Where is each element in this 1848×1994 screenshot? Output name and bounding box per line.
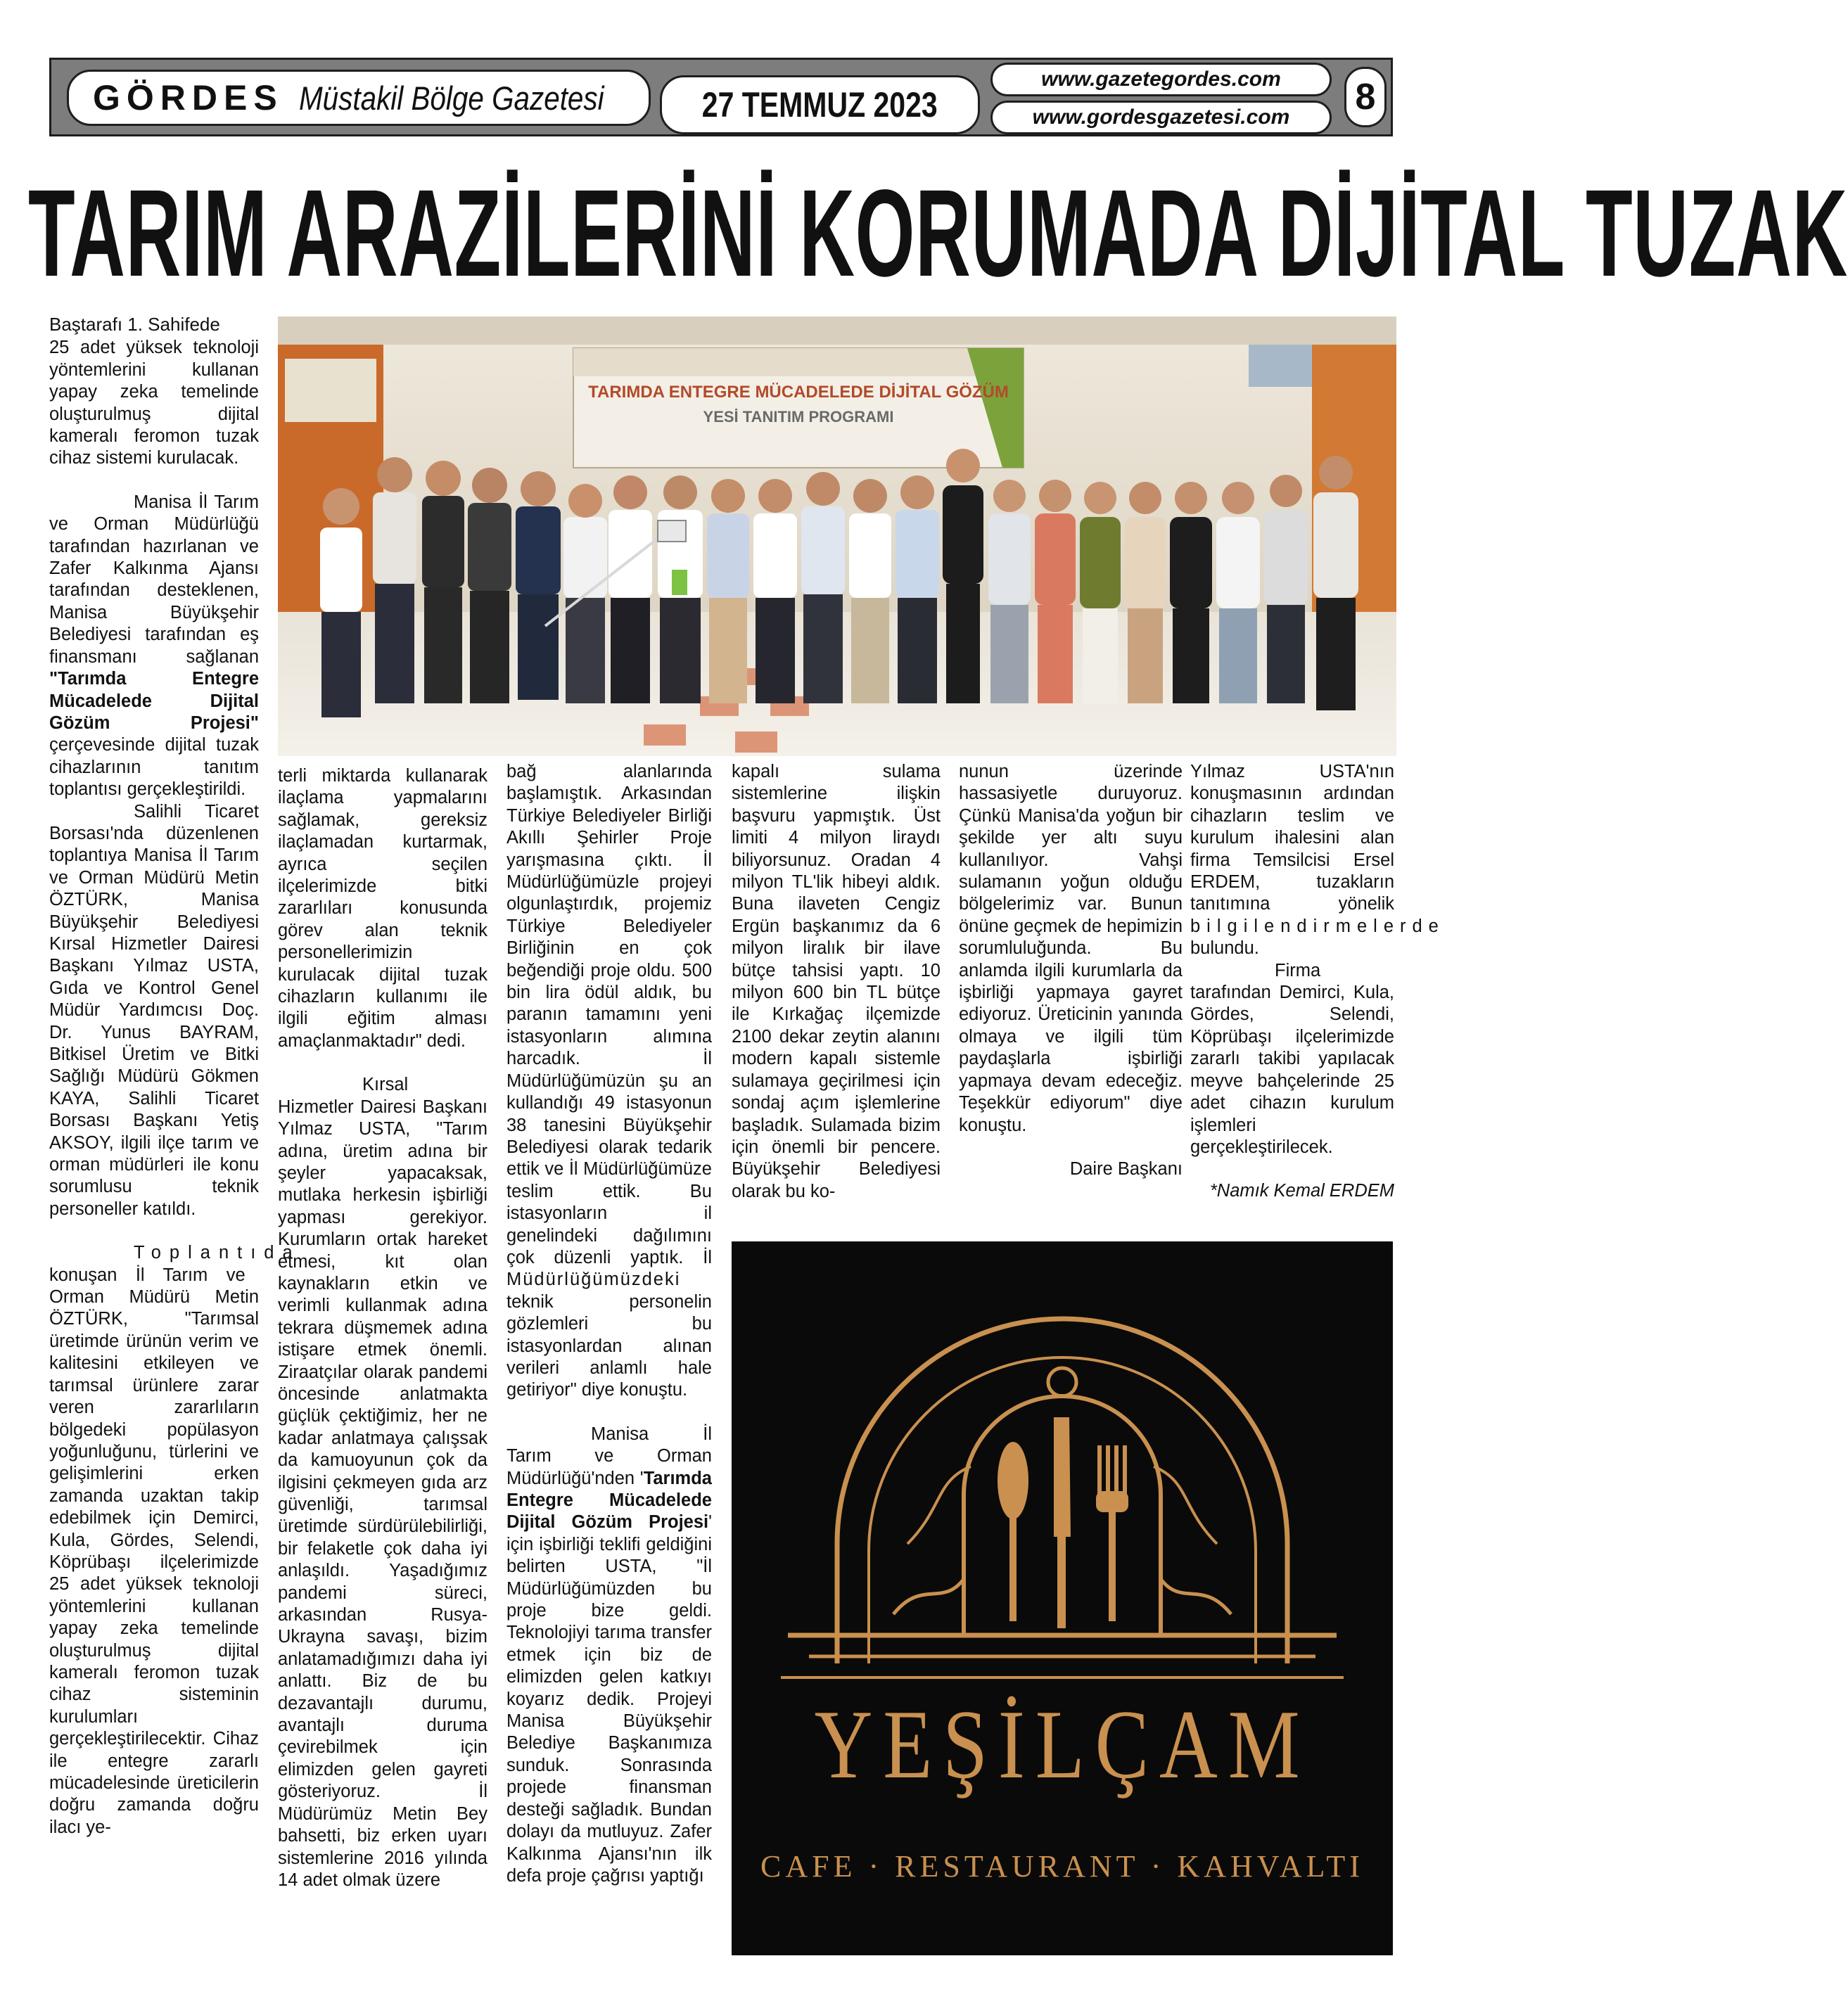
brand-pill <box>67 70 651 126</box>
knife-icon <box>1054 1417 1071 1628</box>
paragraph <box>506 761 712 1402</box>
newspaper-subtitle: Müstakil Bölge Gazetesi <box>298 79 604 117</box>
restaurant-name: YEŞİLÇAM <box>814 1690 1311 1799</box>
article-column-6 <box>1190 761 1445 1203</box>
issue-date: 27 TEMMUZ 2023 <box>702 85 938 124</box>
text-run: Manisa İl Tarım ve Orman Müdürlüğü'nden ' <box>506 1424 712 1488</box>
paragraph: Kırsal Hizmetler Dairesi Başkanı Yılmaz USTA, "Tarım adına, üretim adına bir şeyler yapacaksak, mutlaka herkesin işbirliği yapması gerekiyor. Kurumların ortak hareket etmesi, kıt olan kaynakların etkin ve verimli kullanmak adına tekrara düşmemek adına istişare etmek önemli. Ziraatçılar olarak pandemi öncesinde anlatmakta güçlük çektiğimiz, her ne kadar anlatmaya çalışsak da kamuoyunun çok da ilgisini çekmeyen gıda arz güvenliği, tarımsal üretimde sürdürülebilirliği, bir felaketle çok daha iyi anlaşıldı. Yaşadığımız pandemi süreci, arkasından Rusya-Ukrayna savaşı, bizim anlatamadığımızı daha iyi anlattı. Biz de bu dezavantajlı durumu, avantajlı duruma çevirebilmek için elimizden gelen gayreti gösteriyoruz. İl Müdürümüz Metin Bey bahsetti, biz erken uyarı sistemlerine 2016 yılında 14 adet olmak üzere <box>278 1075 488 1890</box>
fork-icon <box>1096 1445 1128 1621</box>
website-pill-2[interactable] <box>990 101 1332 134</box>
group-photo-illustration <box>278 317 1396 756</box>
article-column-1 <box>49 314 301 1839</box>
restaurant-tagline: CAFE · RESTAURANT · KAHVALTI <box>760 1849 1364 1884</box>
paragraph: Salihli Ticaret Borsası'nda düzenlenen toplantıya Manisa İl Tarım ve Orman Müdürü Metin ÖZTÜRK, Manisa Büyükşehir Belediyesi Kırsal Hizmetler Dairesi Başkanı Yılmaz USTA, Gıda ve Kontrol Genel Müdür Yardımcısı Doç. Dr. Yunus BAYRAM, Bitkisel Üretim ve Bitki Sağlığı Müdürü Gökmen KAYA, Salihli Ticaret Borsası Başkanı Yetiş AKSOY, ilgili ilçe tarım ve orman müdürleri ile konu sorumlusu teknik personeller katıldı. <box>49 801 259 1219</box>
text-run: bilgilendirmelerde <box>1190 916 1445 936</box>
banner-line-2: YESİ TANITIM PROGRAMI <box>703 408 894 426</box>
text-run: ' için işbirliği teklifi geldiğini belirten USTA, "İl Müdürlüğümüzden bu proje bize geldi. Teknolojiyi tarıma transfer etmek için biz de elimizden gelen katkıyı koyarız dedik. Projeyi Manisa Büyükşehir Belediye Başkanımıza sunduk. Sonrasında projede finansman desteği sağladık. Bundan dolayı da mutluyuz. Zafer Kalkınma Ajansı'nın ilk defa proje çağrısı yaptığı <box>506 1512 712 1886</box>
article-column-5 <box>959 761 1183 1180</box>
website-link-2[interactable]: www.gordesgazetesi.com <box>1032 106 1290 129</box>
paragraph <box>506 1424 712 1888</box>
paragraph <box>1190 761 1445 960</box>
paragraph: 25 adet yüksek teknoloji yöntemlerini kullanan yapay zeka temelinde oluşturulmuş dijital kameralı feromon tuzak cihaz sistemi kurulacak. <box>49 338 259 468</box>
restaurant-logo-emblem <box>732 1241 1393 1692</box>
page-number-pill <box>1344 67 1387 127</box>
paragraph: Firma tarafından Demirci, Kula, Gördes, Selendi, Köprübaşı ilçelerimizde zararlı takibi yapılacak meyve bahçelerinde 25 adet cihazın kurulum işlemleri gerçekleştirilecek. <box>1190 960 1394 1157</box>
spoon-icon <box>998 1442 1028 1621</box>
paragraph: terli miktarda kullanarak ilaçlama yapmalarını sağlamak, gereksiz ilaçlamadan kurtarmak, ayrıca seçilen ilçelerimizde bitki zararlıları konusunda görev alan teknik personellerimizin kurulacak dijital tuzak cihazların kullanımı ile ilgili eğitim alması amaçlanmaktadır" dedi. <box>278 766 488 1051</box>
website-pill-1[interactable] <box>990 63 1332 96</box>
website-link-1[interactable]: www.gazetegordes.com <box>1041 68 1281 91</box>
article-headline <box>28 163 1848 304</box>
headline-text: TARIM ARAZİLERİNİ KORUMADA DİJİTAL TUZAK <box>28 165 1848 302</box>
restaurant-advertisement <box>732 1241 1393 1955</box>
text-run: Yılmaz USTA'nın konuşmasının ardından cihazların teslim ve kurulum ihalesini alan firma Temsilcisi Ersel ERDEM, tuzakların tanıtımına yönelik <box>1190 762 1394 914</box>
text-run: bağ alanlarında başlamıştık. Arkasından Türkiye Belediyeler Birliği Akıllı Şehirler Proje yarışmasına çıktı. İl Müdürlüğümüzle projeyi olgunlaştırdık, projemiz Türkiye Belediyeler Birliğinin en çok beğendiği proje oldu. 500 bin lira ödül aldık, bu paranın tamamını yeni istasyonların alımına harcadık. İl Müdürlüğümüzün şu an kullandığı 49 istasyonun 38 tanesini Büyükşehir Belediyesi olarak tedarik ettik ve İl Müdürlüğümüze teslim ettik. Bu istasyonların il genelindeki dağılımını çok düzenli yaptık. İl <box>506 762 712 1267</box>
article-column-2 <box>278 765 488 1891</box>
text-run: çerçevesinde dijital tuzak cihazlarının tanıtım toplantısı gerçekleştirildi. <box>49 735 259 800</box>
article-column-3 <box>506 761 712 1887</box>
page-number: 8 <box>1355 77 1376 117</box>
date-pill <box>660 75 980 134</box>
project-name-bold: Tarımda Entegre Mücadelede Dijital Gözüm Projesi <box>506 1468 712 1533</box>
article-column-4 <box>732 761 941 1203</box>
paragraph: kapalı sulama sistemlerine ilişkin başvuru yapmıştık. Üst limiti 4 milyon liraydı biliyorsunuz. Oradan 4 milyon TL'lik hibeyi aldık. Buna ilaveten Cengiz Ergün başkanımız da 6 milyon liralık bir ilave bütçe tahsisi yaptı. 10 milyon 600 bin TL bütçe ile Kırkağaç ilçemizde 2100 dekar zeytin alanını modern kapalı sistemle sulamaya geçirilmesi için sondaj açım işlemlerine başladık. Sulamada bizim için önemli bir pencere. Büyükşehir Belediyesi olarak bu ko- <box>732 762 941 1201</box>
author-signature: *Namık Kemal ERDEM <box>1209 1181 1394 1201</box>
text-run: konuşan İl Tarım ve Orman Müdürü Metin ÖZTÜRK, "Tarımsal üretimde ürünün verim ve kalitesini etkileyen ve tarımsal ürünlere zarar veren zararlıların bölgedeki popülasyon yoğunluğunu, türlerini ve gelişimlerini erken zamanda uzaktan takip edebilmek için Demirci, Kula, Gördes, Selendi, Köprübaşı ilçelerimizde 25 adet yüksek teknoloji yöntemlerini kullanan yapay zeka temelinde oluşturulmuş dijital kameralı feromon tuzak cihaz sisteminin kurulumları gerçekleştirilecektir. Cihaz ile entegre zararlı mücadelesinde üreticilerin doğru zamanda doğru ilacı ye- <box>49 1265 259 1837</box>
text-run: Müdürlüğümüzdeki <box>506 1270 681 1290</box>
banner-line-1: TARIMDA ENTEGRE MÜCADELEDE DİJİTAL GÖZÜM <box>588 383 1009 402</box>
masthead <box>49 58 1393 136</box>
text-run: bulundu. <box>1190 938 1259 959</box>
people-group <box>320 449 1358 717</box>
paragraph <box>49 1242 301 1839</box>
text-run: Manisa İl Tarım ve Orman Müdürlüğü tarafından hazırlanan ve Zafer Kalkınma Ajansı tarafından desteklenen, Manisa Büyükşehir Belediyesi tarafından eş finansmanı sağlanan <box>49 492 259 667</box>
continued-from-note: Baştarafı 1. Sahifede <box>49 314 220 335</box>
newspaper-name: GÖRDES <box>93 78 283 117</box>
group-photo <box>278 317 1396 756</box>
paragraph: nunun üzerinde hassasiyetle duruyoruz. Çünkü Manisa'da yoğun bir şekilde yer altı suyu kullanılıyor. Vahşi sulamanın yoğun olduğu bölgelerimiz var. Bunun önüne geçmek de hepimizin sorumluluğunda. Bu anlamda ilgili kurumlarla da işbirliği yapmaya gayret ediyoruz. Üreticinin yanında olmaya ve ilgili tüm paydaşlarla işbirliği yapmaya devam edeceğiz. Teşekkür ediyorum" diye konuştu. <box>959 762 1183 1135</box>
project-name-bold: "Tarımda Entegre Mücadelede Dijital Gözüm Projesi" <box>49 669 259 733</box>
text-run: teknik personelin gözlemleri bu istasyonlardan alınan verileri anlamlı hale getiriyor" diye konuştu. <box>506 1291 712 1400</box>
paragraph <box>49 492 259 801</box>
paragraph: Daire Başkanı <box>1069 1158 1183 1179</box>
text-run: Toplantıda <box>134 1243 301 1263</box>
